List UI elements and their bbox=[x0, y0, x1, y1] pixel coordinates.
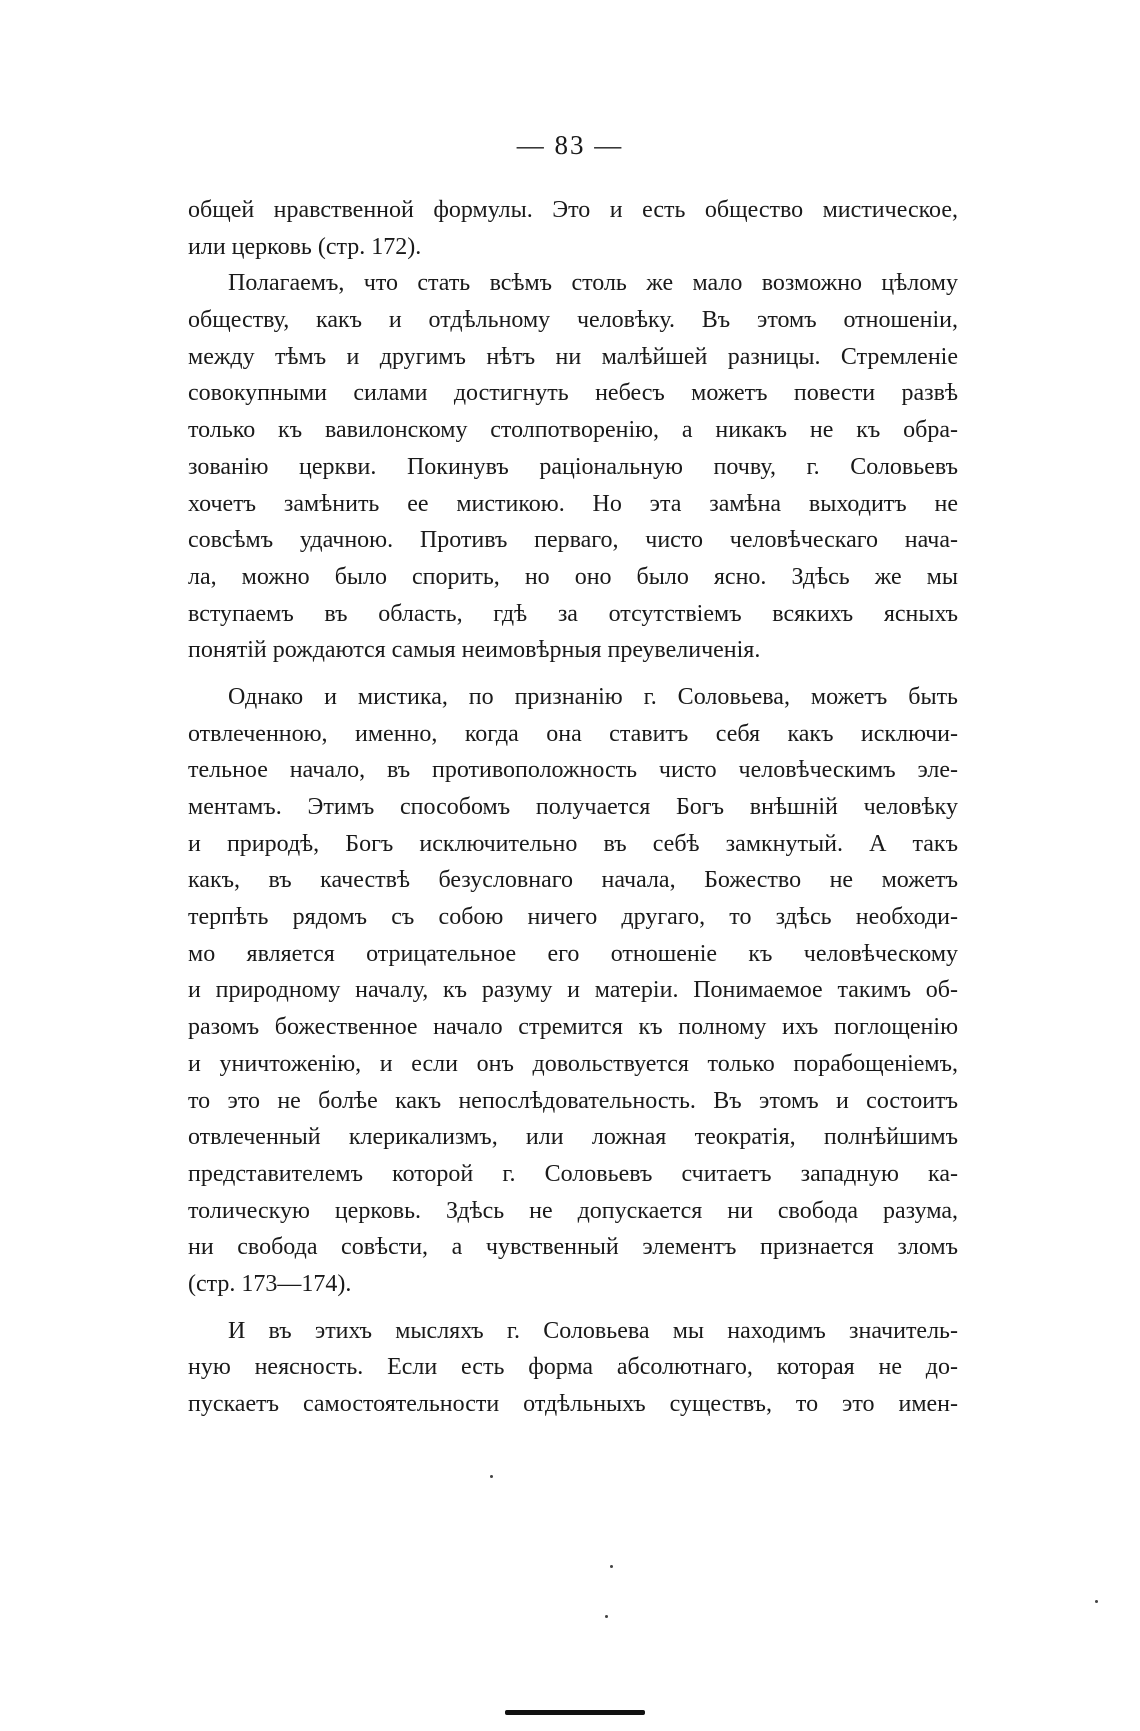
print-speck bbox=[610, 1565, 613, 1568]
text-line: и природѣ, Богъ исключительно въ себѣ замкнутый. А такъ bbox=[188, 830, 958, 857]
text-line: и природному началу, къ разуму и матеріи. Понимаемое такимъ об- bbox=[188, 977, 958, 1004]
text-line: мо является отрицательное его отношеніе къ человѣческому bbox=[188, 940, 958, 967]
text-line: толическую церковь. Здѣсь не допускается ни свобода разума, bbox=[188, 1197, 958, 1224]
text-line: ную неясность. Если есть форма абсолютнаго, которая не до- bbox=[188, 1354, 958, 1381]
paragraph-4 bbox=[188, 1313, 958, 1423]
text-line: совокупными силами достигнуть небесъ можетъ повести развѣ bbox=[188, 380, 958, 407]
text-line: разомъ божественное начало стремится къ полному ихъ поглощенію bbox=[188, 1014, 958, 1041]
text-line: то это не болѣе какъ непослѣдовательность. Въ этомъ и состоитъ bbox=[188, 1087, 958, 1114]
text-line: представителемъ которой г. Соловьевъ считаетъ западную ка- bbox=[188, 1160, 958, 1187]
print-speck bbox=[1095, 1600, 1098, 1603]
print-speck bbox=[490, 1475, 493, 1478]
text-line: или церковь (стр. 172). bbox=[188, 233, 422, 260]
text-line: отвлеченный клерикализмъ, или ложная теократія, полнѣйшимъ bbox=[188, 1124, 958, 1151]
body-text bbox=[188, 192, 958, 1423]
text-line: хочетъ замѣнить ее мистикою. Но эта замѣна выходитъ не bbox=[188, 490, 958, 517]
text-line: зованію церкви. Покинувъ раціональную почву, г. Соловьевъ bbox=[188, 453, 958, 480]
text-line: отвлеченною, именно, когда она ставитъ себя какъ исключи- bbox=[188, 720, 958, 747]
print-speck bbox=[605, 1615, 608, 1618]
text-line: между тѣмъ и другимъ нѣтъ ни малѣйшей разницы. Стремленіе bbox=[188, 343, 958, 370]
paragraph-2 bbox=[188, 265, 958, 669]
paragraph-1 bbox=[188, 192, 958, 265]
text-line: И въ этихъ мысляхъ г. Соловьева мы находимъ значитель- bbox=[228, 1317, 958, 1344]
text-line: вступаемъ въ область, гдѣ за отсутствіемъ всякихъ ясныхъ bbox=[188, 600, 958, 627]
text-line: терпѣть рядомъ съ собою ничего другаго, то здѣсь необходи- bbox=[188, 904, 958, 931]
text-line: какъ, въ качествѣ безусловнаго начала, Божество не можетъ bbox=[188, 867, 958, 894]
text-line: ла, можно было спорить, но оно было ясно. Здѣсь же мы bbox=[188, 563, 958, 590]
text-line: общей нравственной формулы. Это и есть общество мистическое, bbox=[188, 197, 958, 223]
bottom-rule bbox=[505, 1710, 645, 1715]
text-line: ментамъ. Этимъ способомъ получается Богъ внѣшній человѣку bbox=[188, 794, 958, 820]
text-line: пускаетъ самостоятельности отдѣльныхъ существъ, то это имен- bbox=[188, 1391, 958, 1417]
text-line: Полагаемъ, что стать всѣмъ столь же мало возможно цѣлому bbox=[228, 270, 958, 297]
text-line: обществу, какъ и отдѣльному человѣку. Въ этомъ отношеніи, bbox=[188, 307, 958, 334]
text-line: (стр. 173—174). bbox=[188, 1270, 352, 1297]
text-line: понятій рождаются самыя неимовѣрныя преувеличенія. bbox=[188, 637, 761, 664]
text-line: ни свобода совѣсти, а чувственный элементъ признается зломъ bbox=[188, 1234, 958, 1261]
text-line: совсѣмъ удачною. Противъ перваго, чисто человѣческаго нача- bbox=[188, 527, 958, 554]
page-number: — 83 — bbox=[516, 130, 624, 160]
text-line: только къ вавилонскому столпотворенію, а никакъ не къ обра- bbox=[188, 417, 958, 444]
text-line: Однако и мистика, по признанію г. Соловьева, можетъ быть bbox=[228, 683, 958, 710]
paragraph-3 bbox=[188, 679, 958, 1303]
text-line: тельное начало, въ противоположность чисто человѣческимъ эле- bbox=[188, 757, 958, 784]
text-line: и уничтоженію, и если онъ довольствуется только порабощеніемъ, bbox=[188, 1050, 958, 1077]
